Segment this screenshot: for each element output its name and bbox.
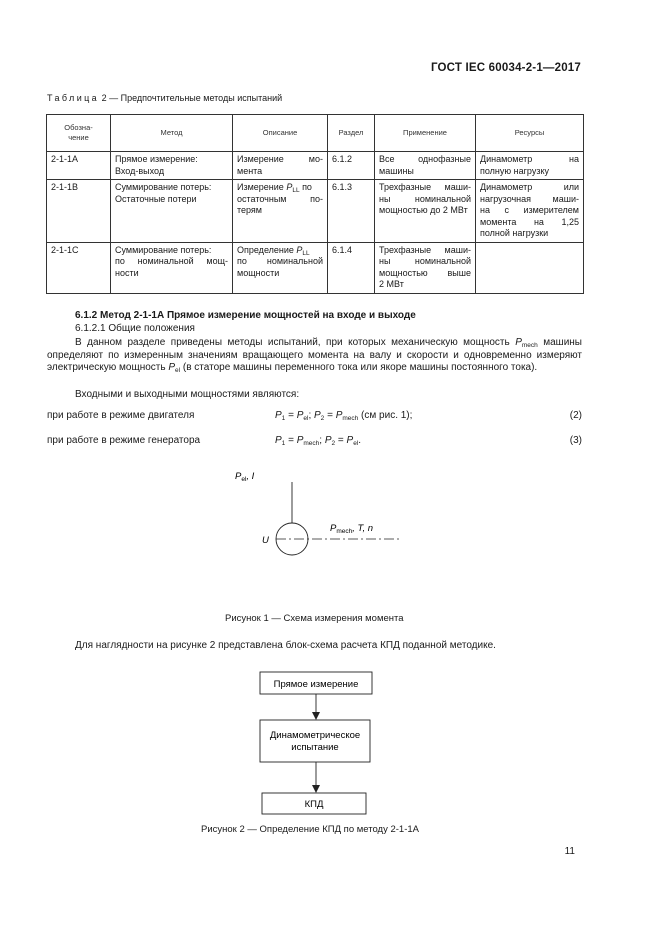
eq-text: = <box>335 435 347 446</box>
cell-application-line: мощностью выше <box>379 267 471 278</box>
document-code: ГОСТ IEC 60034-2-1—2017 <box>430 62 581 74</box>
cell-resources-line: на с измерителем <box>480 205 579 215</box>
cell-application-line: ны номинальной <box>379 256 471 266</box>
cell-description-line: мента <box>237 165 263 176</box>
subscript: el <box>353 440 359 447</box>
cell-application-line: ны номинальной <box>379 193 471 204</box>
col-header-method: Метод <box>111 115 233 152</box>
label-pmech-t-n: $P_{mech}$, T, n <box>330 523 374 535</box>
arrow-head <box>312 712 320 720</box>
cell-application-line: 2 МВт <box>379 279 404 289</box>
eq-text: = <box>285 435 297 446</box>
cell-application-line: Все однофазные <box>379 154 471 164</box>
cell-description-line: остаточным по- <box>237 193 323 204</box>
subscript-el: el <box>175 367 181 374</box>
eq-text: (см рис. 1); <box>358 410 413 421</box>
box2-label-line1: Динамометрическое <box>269 730 361 741</box>
box3-label: КПД <box>304 799 324 810</box>
eq-text: . <box>358 435 362 446</box>
symbol-p: P <box>286 182 293 192</box>
symbol-p: P <box>275 435 282 446</box>
subscript-ll: LL <box>302 249 310 257</box>
symbol-p: P <box>275 410 282 421</box>
cell-application-line: Трехфазные маши- <box>379 244 471 255</box>
symbol-p: P <box>296 410 304 421</box>
subscript: 1 <box>281 440 286 447</box>
subscript: el <box>303 415 309 422</box>
subscript: mech <box>342 415 359 422</box>
cell-resources-line: полную нагрузку <box>480 165 549 176</box>
table-caption-prefix: Таблица <box>47 93 100 103</box>
cell-method-line: Суммирование потерь: <box>115 244 212 255</box>
cell-resources-line: нагрузочная маши- <box>480 193 579 204</box>
eq-text: = <box>324 410 336 421</box>
cell-description-line: терям <box>237 205 262 215</box>
label-pel-i: $P_{el}$, I <box>235 471 255 483</box>
section-heading: 6.1.2 Метод 2-1-1А Прямое измерение мощностей на входе и выходе <box>75 310 416 321</box>
cell-application-line: машины <box>379 165 414 176</box>
arrow-head <box>312 785 320 793</box>
figure2-caption: Рисунок 2 — Определение КПД по методу 2-1-1А <box>201 824 420 835</box>
cell-method-line: ности <box>115 267 139 278</box>
cell-resources-line: Динамометр или <box>480 182 579 192</box>
figure1-caption: Рисунок 1 — Схема измерения момента <box>225 613 404 624</box>
box2-label-line2: испытание <box>291 742 339 753</box>
cell-section: 6.1.2 <box>328 152 375 180</box>
eq-text: = <box>285 410 297 421</box>
cell-method-line: Суммирование потерь: <box>115 182 212 192</box>
desc-text: по <box>299 182 312 192</box>
symbol-p: P <box>296 244 303 255</box>
symbol-p: P <box>314 410 321 421</box>
cell-method-line: Прямое измерение: <box>115 154 198 164</box>
box1-label: Прямое измерение <box>273 679 359 690</box>
col-header-resources: Ресурсы <box>476 115 584 152</box>
body-paragraph-3: Для наглядности на рисунке 2 представлена блок-схема расчета КПД поданной методике. <box>75 640 496 651</box>
cell-method-line: по номинальной мощ- <box>115 256 228 266</box>
symbol-p: P <box>335 410 343 421</box>
cell-code: 2-1-1A <box>47 152 111 180</box>
subscript-ll: LL <box>292 187 300 194</box>
desc-text: Определение <box>237 244 297 255</box>
subscript: mech <box>303 440 320 447</box>
cell-code: 2-1-1C <box>47 242 111 293</box>
col-header-section: Раздел <box>328 115 375 152</box>
cell-resources-line: момента на 1,25 <box>480 216 579 227</box>
col-header-description: Описание <box>233 115 328 152</box>
subscript: 2 <box>320 415 325 422</box>
symbol-p: P <box>296 435 304 446</box>
subscript: 1 <box>281 415 286 422</box>
subscript: 2 <box>331 440 336 447</box>
cell-description-line: мощности <box>237 267 280 278</box>
cell-application-line: Трехфазные маши- <box>379 182 471 192</box>
symbol-p: P <box>515 337 522 348</box>
symbol-p: P <box>168 362 176 373</box>
cell-section: 6.1.3 <box>328 180 375 243</box>
eq-text: ; <box>308 410 314 421</box>
cell-resources-line: Динамометр на <box>480 154 579 164</box>
subsection-heading: 6.1.2.1 Общие положения <box>75 323 195 334</box>
body-paragraph-2: Входными и выходными мощностями являются: <box>75 389 300 400</box>
eq-text: ; <box>319 435 325 446</box>
label-u: U <box>262 535 269 546</box>
page-number: 11 <box>564 846 575 857</box>
symbol-p: P <box>324 435 332 446</box>
cell-application-line: мощностью до 2 МВт <box>379 205 468 215</box>
cell-code: 2-1-1B <box>47 180 111 243</box>
equation-label: при работе в режиме генератора <box>47 435 201 446</box>
para-text: В данном разделе приведены методы испытаний, при которых механическую мощность <box>75 337 516 348</box>
col-header-code: Обозна- чение <box>47 115 111 152</box>
subscript-mech: mech <box>521 342 538 349</box>
symbol-p: P <box>346 435 354 446</box>
cell-method-line: Остаточные потери <box>115 193 197 204</box>
desc-text: Измерение <box>237 182 287 192</box>
table-caption-text: 2 — Предпочтительные методы испытаний <box>99 93 283 103</box>
cell-description-line: по номинальной <box>237 256 323 266</box>
equation-number: (2) <box>569 410 582 421</box>
equation-number: (3) <box>569 435 582 446</box>
para-text: машины определяют по измеренным значениям вращающего момента на валу и скорости и одновременно измеряют электрическую мощность <box>47 337 582 373</box>
col-header-application: Применение <box>375 115 476 152</box>
cell-method-line: Вход-выход <box>115 165 165 176</box>
cell-resources-line: полной нагрузки <box>480 228 549 238</box>
box-dynamometer-test <box>260 720 370 762</box>
para-text: (в статоре машины переменного тока или якоре машины постоянного тока). <box>180 362 538 373</box>
equation-label: при работе в режиме двигателя <box>47 410 195 421</box>
cell-description-line: Измерение мо- <box>237 154 323 164</box>
cell-section: 6.1.4 <box>328 242 375 293</box>
